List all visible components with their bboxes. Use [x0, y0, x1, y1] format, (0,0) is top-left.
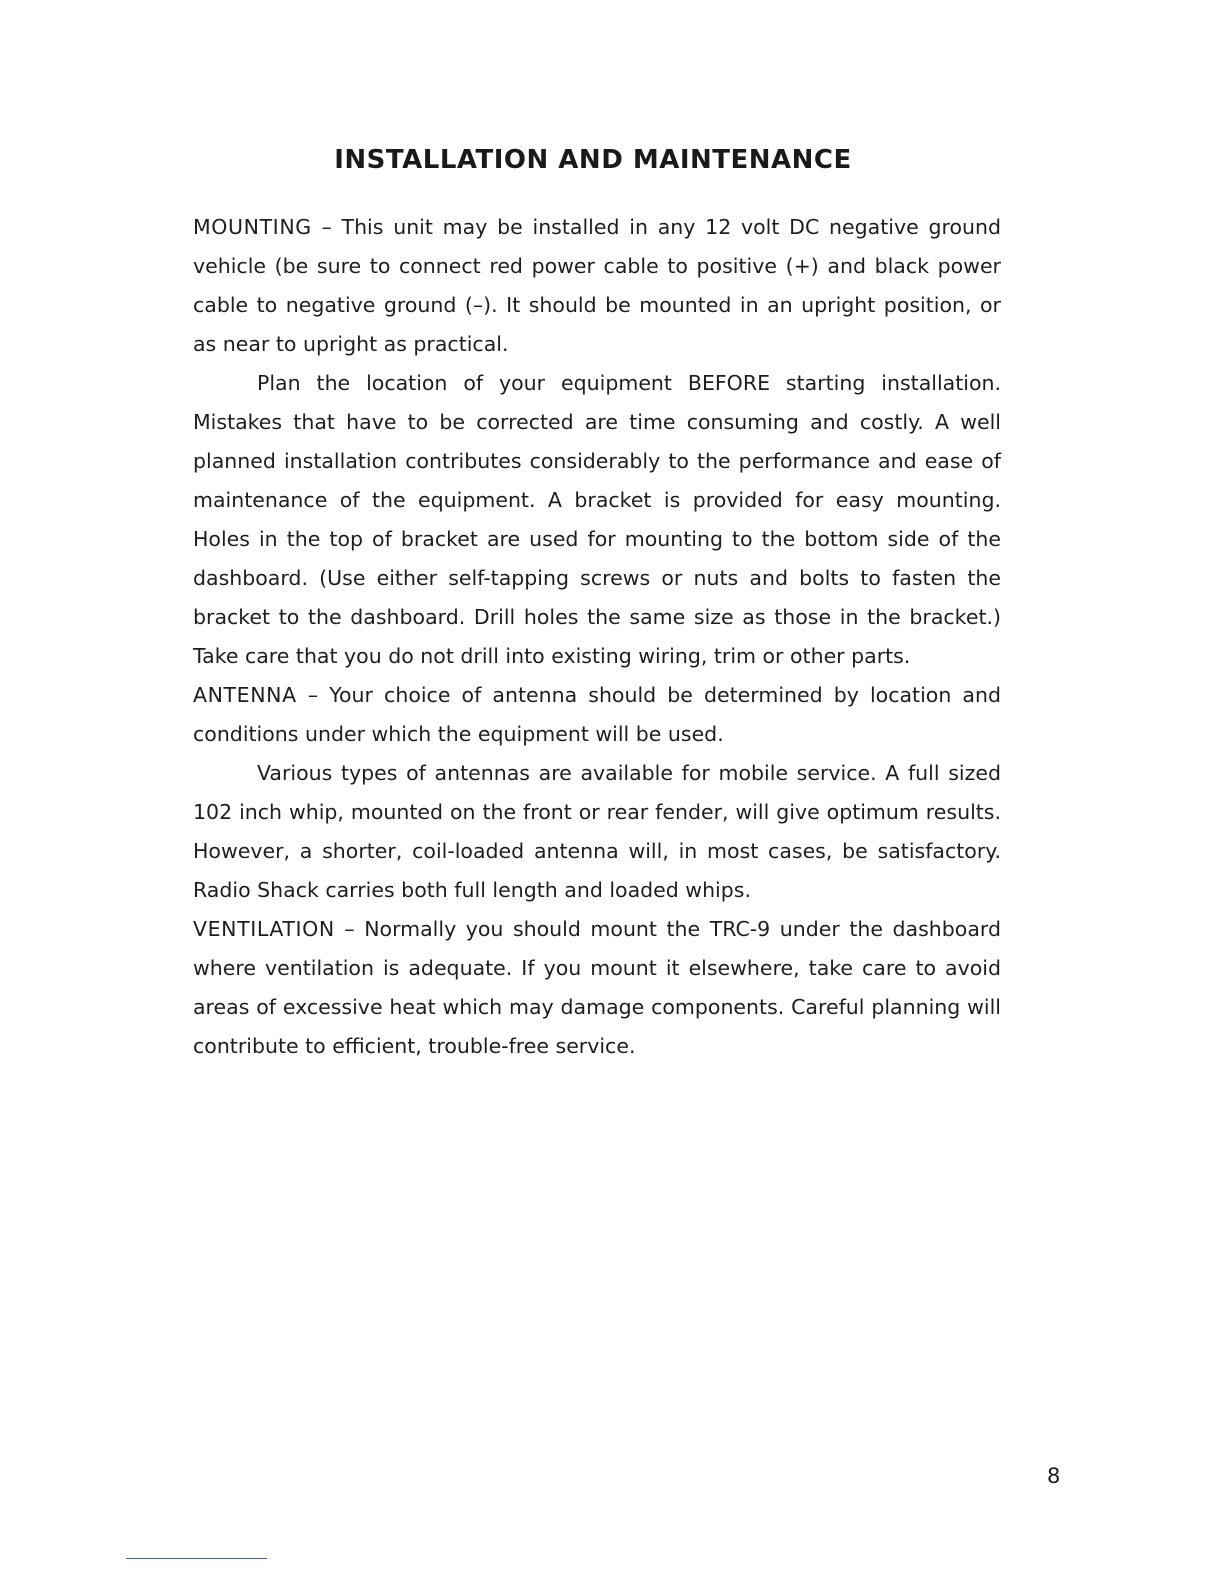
paragraph-mounting [193, 208, 1001, 364]
footer-rule [126, 1558, 267, 1559]
paragraph-text: – This unit may be installed in any 12 volt DC negative ground vehicle (be sure to connect red power cable to positive (+) and black power cable to negative ground (–). It should be mounted in an upright position, or as near to upright as practical. [193, 215, 1001, 356]
page-title: INSTALLATION AND MAINTENANCE [334, 145, 852, 176]
paragraph-plan-location [193, 364, 1001, 676]
paragraph-text: Plan the location of your equipment BEFORE starting installation. Mistakes that have to be corrected are time consuming and costly. A well planned installation contributes considerably to the performance and ease of maintenance of the equipment. A bracket is provided for easy mounting. Holes in the top of bracket are used for mounting to the bottom side of the dashboard. (Use either self-tapping screws or nuts and bolts to fasten the bracket to the dashboard. Drill holes the same size as those in the bracket.) Take care that you do not drill into existing wiring, trim or other parts. [193, 371, 1001, 668]
paragraph-antenna-types [193, 754, 1001, 910]
paragraph-text: – Your choice of antenna should be determined by location and conditions under which the equipment will be used. [193, 683, 1001, 746]
paragraph-text: – Normally you should mount the TRC-9 under the dashboard where ventilation is adequate. If you mount it elsewhere, take care to avoid areas of excessive heat which may damage components. Careful planning will contribute to efficient, trouble-free service. [193, 917, 1001, 1058]
paragraph-antenna [193, 676, 1001, 754]
paragraph-ventilation [193, 910, 1001, 1066]
page-number: 8 [1047, 1464, 1061, 1488]
section-heading-antenna: ANTENNA [193, 683, 297, 707]
section-heading-mounting: MOUNTING [193, 215, 312, 239]
body-text [193, 208, 1001, 1066]
paragraph-text: Various types of antennas are available for mobile service. A full sized 102 inch whip, mounted on the front or rear fender, will give optimum results. However, a shorter, coil-loaded antenna will, in most cases, be satisfactory. Radio Shack carries both full length and loaded whips. [193, 761, 1001, 902]
section-heading-ventilation: VENTILATION [193, 917, 335, 941]
